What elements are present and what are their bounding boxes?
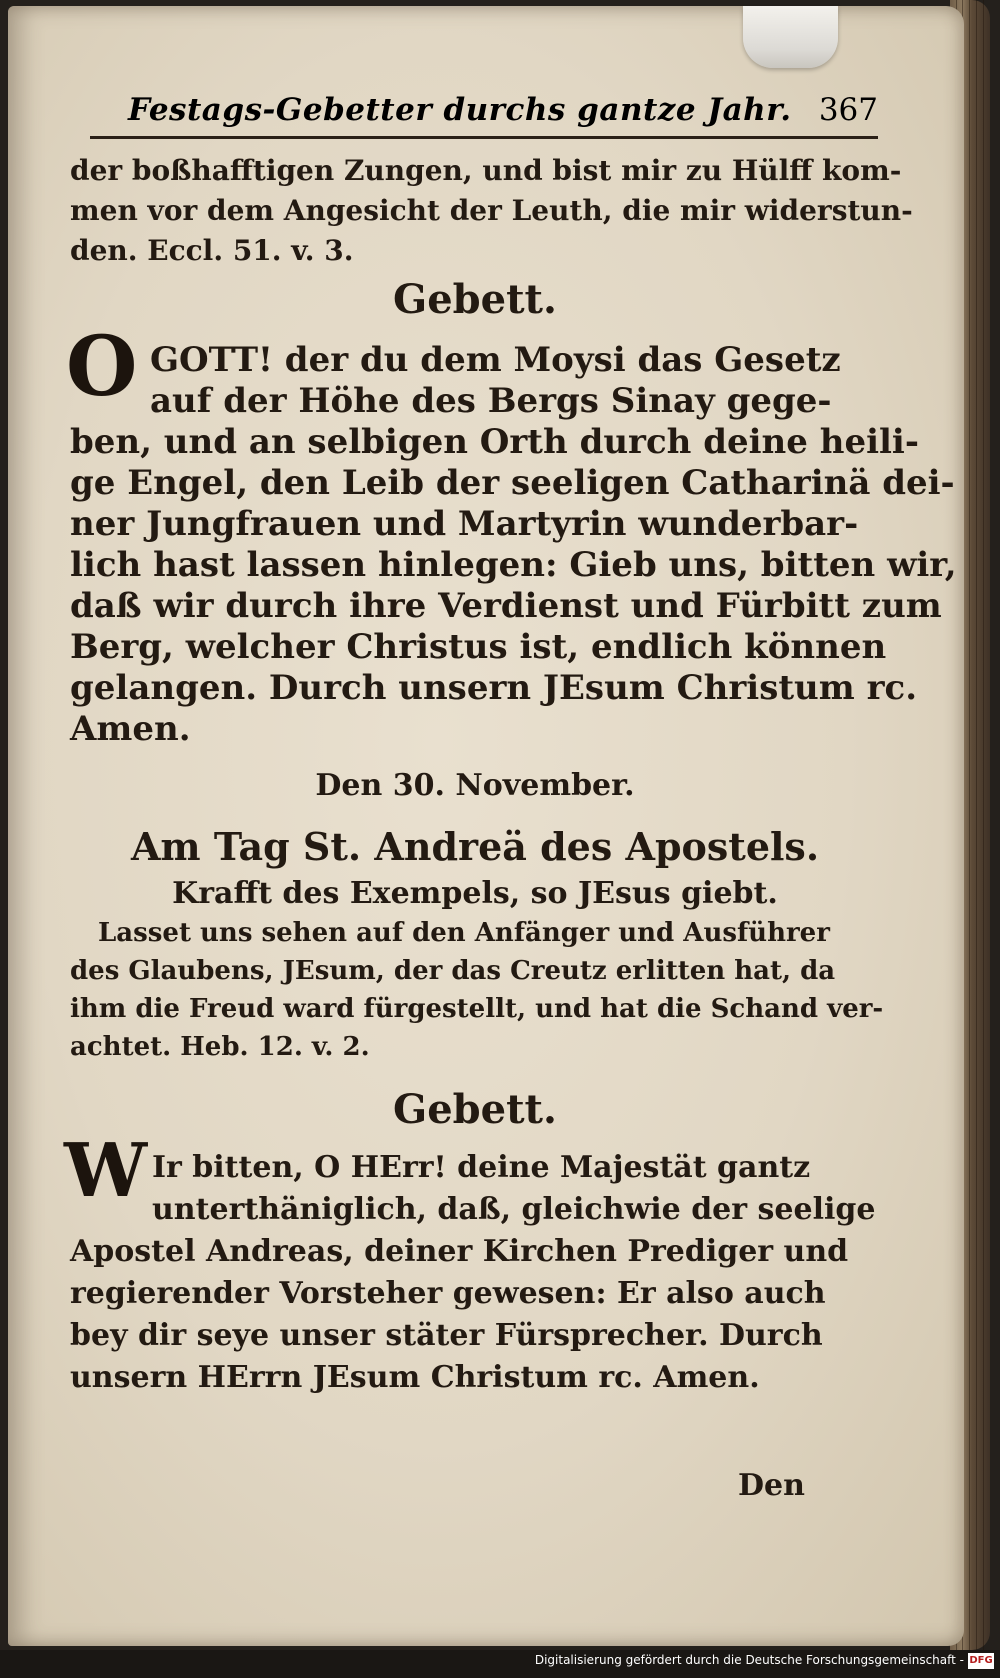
header-rule (90, 136, 878, 139)
running-header (68, 92, 878, 136)
body-line: lich hast lassen hinlegen: Gieb uns, bitten wir, (70, 545, 957, 585)
body-line: auf der Höhe des Bergs Sinay gege- (150, 381, 832, 421)
catchword: Den (738, 1468, 805, 1503)
prayer-heading: Gebett. (393, 276, 557, 323)
body-line: der boßhafftigen Zungen, und bist mir zu Hülff kom- (70, 154, 902, 187)
body-line: Berg, welcher Christus ist, endlich können (70, 627, 887, 667)
feast-subtitle: Krafft des Exempels, so JEsus giebt. (172, 876, 778, 911)
feast-title: Am Tag St. Andreä des Apostels. (130, 824, 820, 869)
drop-cap: O (66, 319, 138, 415)
body-line: gelangen. Durch unsern JEsum Christum rc. (70, 668, 918, 708)
body-line: ihm die Freud ward fürgestellt, und hat die Schand ver- (70, 994, 884, 1024)
body-line: GOTT! der du dem Moysi das Gesetz (150, 340, 841, 380)
page-number: 367 (818, 92, 878, 128)
body-line: ge Engel, den Leib der seeligen Catharinä dei- (70, 463, 955, 503)
page-clip (743, 6, 838, 68)
body-line: den. Eccl. 51. v. 3. (70, 234, 354, 267)
body-line: Lasset uns sehen auf den Anfänger und Ausführer (98, 918, 830, 948)
body-line: des Glaubens, JEsum, der das Creutz erlitten hat, da (70, 956, 836, 986)
body-line: ben, und an selbigen Orth durch deine heili- (70, 422, 919, 462)
body-line: regierender Vorsteher gewesen: Er also auch (70, 1276, 826, 1311)
body-line: Apostel Andreas, deiner Kirchen Prediger und (70, 1234, 849, 1269)
prayer-heading: Gebett. (393, 1086, 557, 1133)
body-line: bey dir seye unser stäter Fürsprecher. Durch (70, 1318, 823, 1353)
body-line: unterthäniglich, daß, gleichwie der seelige (152, 1192, 876, 1227)
dfg-logo-icon: DFG (968, 1653, 994, 1669)
drop-cap: W (64, 1128, 148, 1214)
feast-date: Den 30. November. (315, 768, 635, 803)
body-line: unsern HErrn JEsum Christum rc. Amen. (70, 1360, 760, 1395)
body-line: ner Jungfrauen und Martyrin wunderbar- (70, 504, 859, 544)
body-line: daß wir durch ihre Verdienst und Fürbitt zum (70, 586, 942, 626)
body-line: Amen. (70, 709, 191, 749)
book-page (8, 6, 964, 1646)
body-line: achtet. Heb. 12. v. 2. (70, 1032, 370, 1062)
funding-credit: Digitalisierung gefördert durch die Deutsche Forschungsgemeinschaft - (534, 1653, 964, 1667)
body-line: men vor dem Angesicht der Leuth, die mir widerstun- (70, 194, 913, 227)
body-line: Ir bitten, O HErr! deine Majestät gantz (152, 1150, 811, 1185)
running-title: Festags-Gebetter durchs gantze Jahr. (128, 92, 792, 128)
